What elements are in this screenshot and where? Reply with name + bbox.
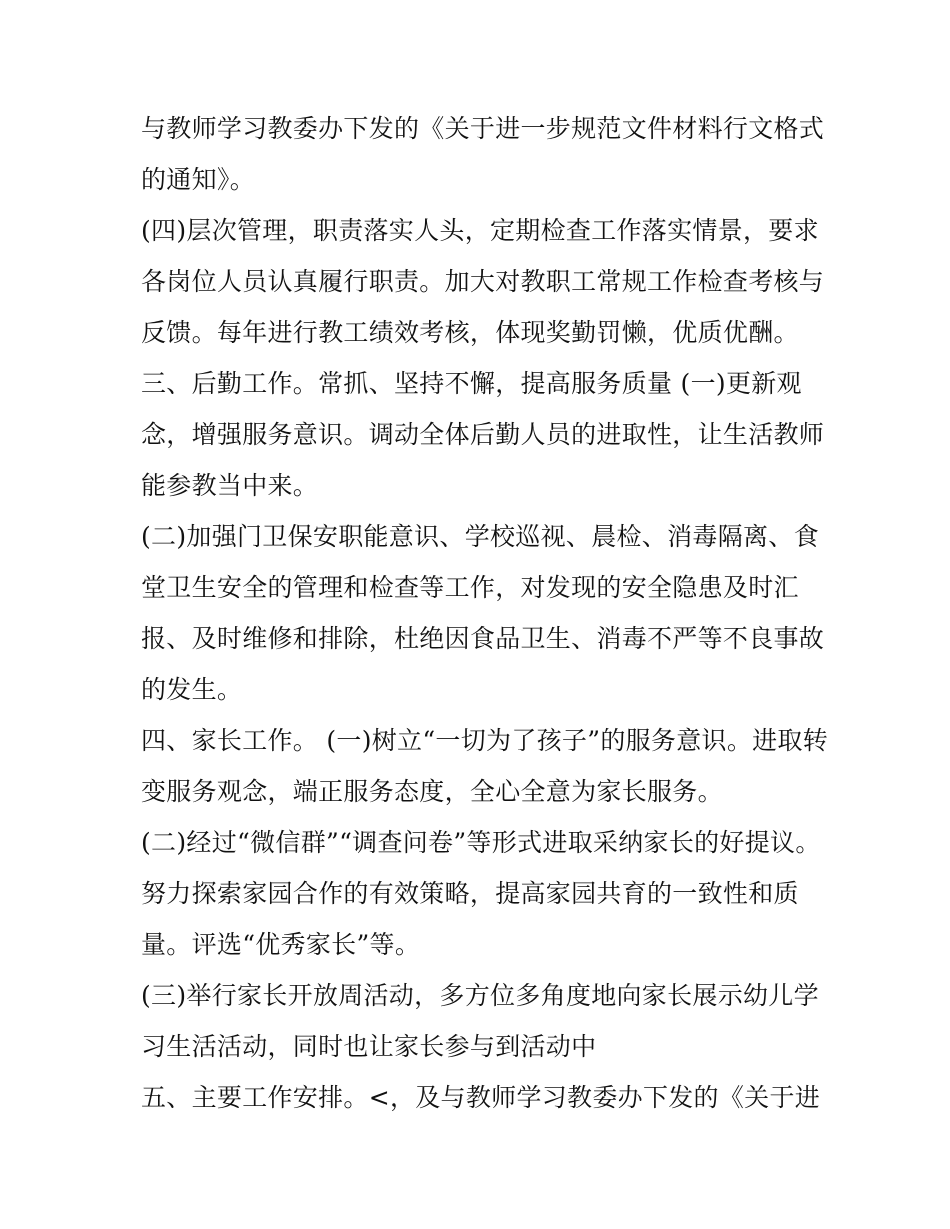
text-line: 变服务观念，端正服务态度，全心全意为家长服务。 <box>141 777 723 806</box>
text-line: 堂卫生安全的管理和检查等工作，对发现的安全隐患及时汇 <box>141 573 799 602</box>
text-line: 与教师学习教委办下发的《关于进一步规范文件材料行文格式 <box>141 114 825 143</box>
text-line: 四、家长工作。 (一)树立“一切为了孩子”的服务意识。进取转 <box>141 726 829 755</box>
text-line: 量。评选“优秀家长”等。 <box>141 930 421 959</box>
text-line: 习生活活动，同时也让家长参与到活动中 <box>141 1032 597 1061</box>
text-line: 念，增强服务意识。调动全体后勤人员的进取性，让生活教师 <box>141 420 825 449</box>
text-line: 的发生。 <box>141 675 243 704</box>
text-line: 报、及时维修和排除，杜绝因食品卫生、消毒不严等不良事故 <box>141 624 825 653</box>
text-line: 各岗位人员认真履行职责。加大对教职工常规工作检查考核与 <box>141 267 825 296</box>
text-line: 五、主要工作安排。<，及与教师学习教委办下发的《关于进 <box>141 1083 821 1112</box>
text-line: 努力探索家园合作的有效策略，提高家园共育的一致性和质 <box>141 879 799 908</box>
text-line: 的通知》。 <box>141 165 256 194</box>
text-line: 反馈。每年进行教工绩效考核，体现奖勤罚懒，优质优酬。 <box>141 318 799 347</box>
text-line: (三)举行家长开放周活动，多方位多角度地向家长展示幼儿学 <box>141 981 819 1010</box>
text-line: (二)加强门卫保安职能意识、学校巡视、晨检、消毒隔离、食 <box>141 522 819 551</box>
text-line: 三、后勤工作。常抓、坚持不懈，提高服务质量 (一)更新观 <box>141 369 802 398</box>
text-line: 能参教当中来。 <box>141 471 319 500</box>
text-line: (二)经过“微信群”“调查问卷”等形式进取采纳家长的好提议。 <box>141 828 821 857</box>
text-line: (四)层次管理，职责落实人头，定期检查工作落实情景，要求 <box>141 216 819 245</box>
document-body <box>141 103 829 1123</box>
